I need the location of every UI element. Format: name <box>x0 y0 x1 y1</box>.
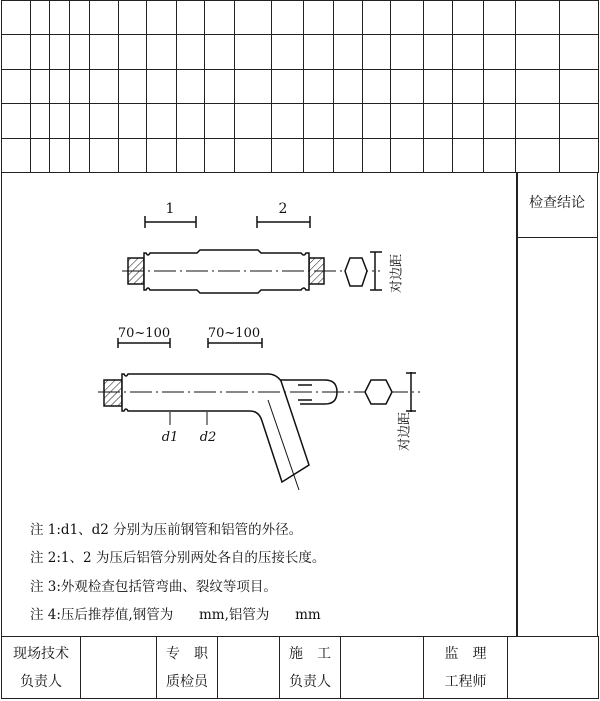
dim-label-1: 1 <box>165 201 175 217</box>
dim-label-2: 2 <box>278 201 288 217</box>
conclusion-header: 检查结论 <box>529 195 585 211</box>
quality-inspector-signature[interactable] <box>218 637 280 699</box>
hexagon-section-bottom <box>365 380 392 404</box>
dim-label-70-100-b: 70~100 <box>207 326 261 341</box>
label-line: 负责人 <box>289 673 331 690</box>
label-line: 施 工 <box>289 645 331 662</box>
hexagon-section-top <box>345 258 367 286</box>
label-line: 监 理 <box>444 645 487 662</box>
note-4: 注 4:压后推荐值,钢管为 mm,铝管为 mm <box>30 607 321 623</box>
d1-label: d1 <box>161 430 179 445</box>
signature-row <box>1 636 599 699</box>
bent-pipe <box>98 338 420 490</box>
site-tech-lead-signature[interactable] <box>81 637 157 699</box>
note-2: 注 2:1、2 为压后铝管分别两处各自的压接长度。 <box>30 550 326 566</box>
side-distance-label-bottom: 对边距 <box>397 412 413 452</box>
quality-inspector-label <box>157 637 218 699</box>
side-distance-label-top: 对边距 <box>389 254 405 294</box>
site-tech-lead-label <box>2 637 81 699</box>
label-line: 质检员 <box>166 673 208 690</box>
construction-lead-label <box>280 637 341 699</box>
supervising-engineer-signature[interactable] <box>508 637 599 699</box>
label-line: 现场技术 <box>13 645 69 662</box>
label-line: 工程师 <box>444 673 487 690</box>
steel-core-bent <box>104 380 122 406</box>
note-3: 注 3:外观检查包括管弯曲、裂纹等项目。 <box>30 579 277 595</box>
d2-label: d2 <box>199 430 217 445</box>
note-1: 注 1:d1、d2 分别为压前钢管和铝管的外径。 <box>30 522 303 538</box>
label-line: 负责人 <box>20 673 62 690</box>
label-line: 专 职 <box>166 645 208 662</box>
dim-label-70-100-a: 70~100 <box>117 326 171 341</box>
straight-pipe <box>122 216 382 293</box>
supervising-engineer-label <box>424 637 508 699</box>
construction-lead-signature[interactable] <box>341 637 424 699</box>
